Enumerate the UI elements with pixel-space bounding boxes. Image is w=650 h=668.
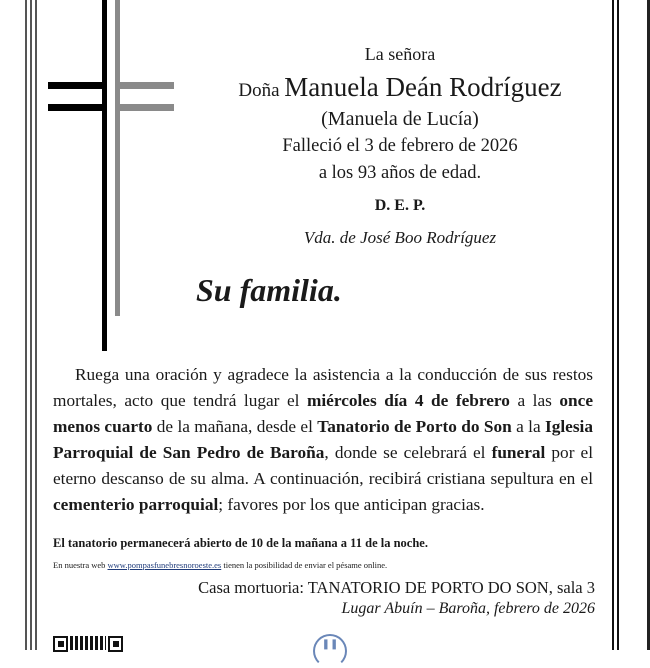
body-part: , donde se celebrará el <box>324 443 492 462</box>
body-funeral: funeral <box>491 443 546 462</box>
announcement-body <box>53 362 593 518</box>
web-pre: En nuestra web <box>53 560 108 570</box>
widow-text: Vda. de José Boo Rodríguez <box>303 228 497 247</box>
web-note <box>53 560 387 570</box>
website-link[interactable]: www.pompasfunebresnoroeste.es <box>107 560 222 570</box>
border-line-right-1 <box>612 0 614 650</box>
name-full: Manuela Deán Rodríguez <box>284 72 562 102</box>
body-part: Ruega una oración y agradece la asistencia a la conducción de sus restos mortales, acto que tendrá lugar el <box>53 365 593 410</box>
web-post: tienen la posibilidad de enviar el pésame online. <box>221 560 388 570</box>
body-part: a las <box>509 391 560 410</box>
body-cemetery: cementerio parroquial <box>53 495 219 514</box>
body-time: once menos cuarto <box>53 391 593 436</box>
funeral-home-logo-icon: ❚❚ <box>313 634 347 668</box>
body-church: Iglesia Parroquial de San Pedro de Baroña <box>53 417 593 462</box>
alias-text: (Manuela de Lucía) <box>321 108 479 130</box>
body-part: a la <box>511 417 545 436</box>
body-from: Tanatorio de Porto do Son <box>317 417 512 436</box>
border-line-right-2 <box>617 0 619 650</box>
opening-hours: El tanatorio permanecerá abierto de 10 de la mañana a 11 de la noche. <box>53 536 428 550</box>
intro-text: La señora <box>364 44 436 64</box>
name-prefix: Doña <box>238 80 280 101</box>
dep-text: D. E. P. <box>374 197 426 214</box>
place-date: Lugar Abuín – Baroña, febrero de 2026 <box>341 600 595 617</box>
body-part: ; favores por los que anticipan gracias. <box>218 495 485 514</box>
body-day: miércoles día 4 de febrero <box>306 391 510 410</box>
age-text: a los 93 años de edad. <box>318 163 482 183</box>
family-heading: Su familia. <box>196 272 342 308</box>
death-date: Falleció el 3 de febrero de 2026 <box>282 136 518 156</box>
body-part: por el eterno descanso de su alma. A continuación, recibirá cristiana sepultura en el <box>53 443 593 488</box>
body-part: de la mañana, desde el <box>152 417 318 436</box>
deceased-name <box>190 72 610 103</box>
funeral-home-location: Casa mortuoria: TANATORIO DE PORTO DO SON, sala 3 <box>198 578 595 597</box>
cross-icon <box>0 0 200 360</box>
